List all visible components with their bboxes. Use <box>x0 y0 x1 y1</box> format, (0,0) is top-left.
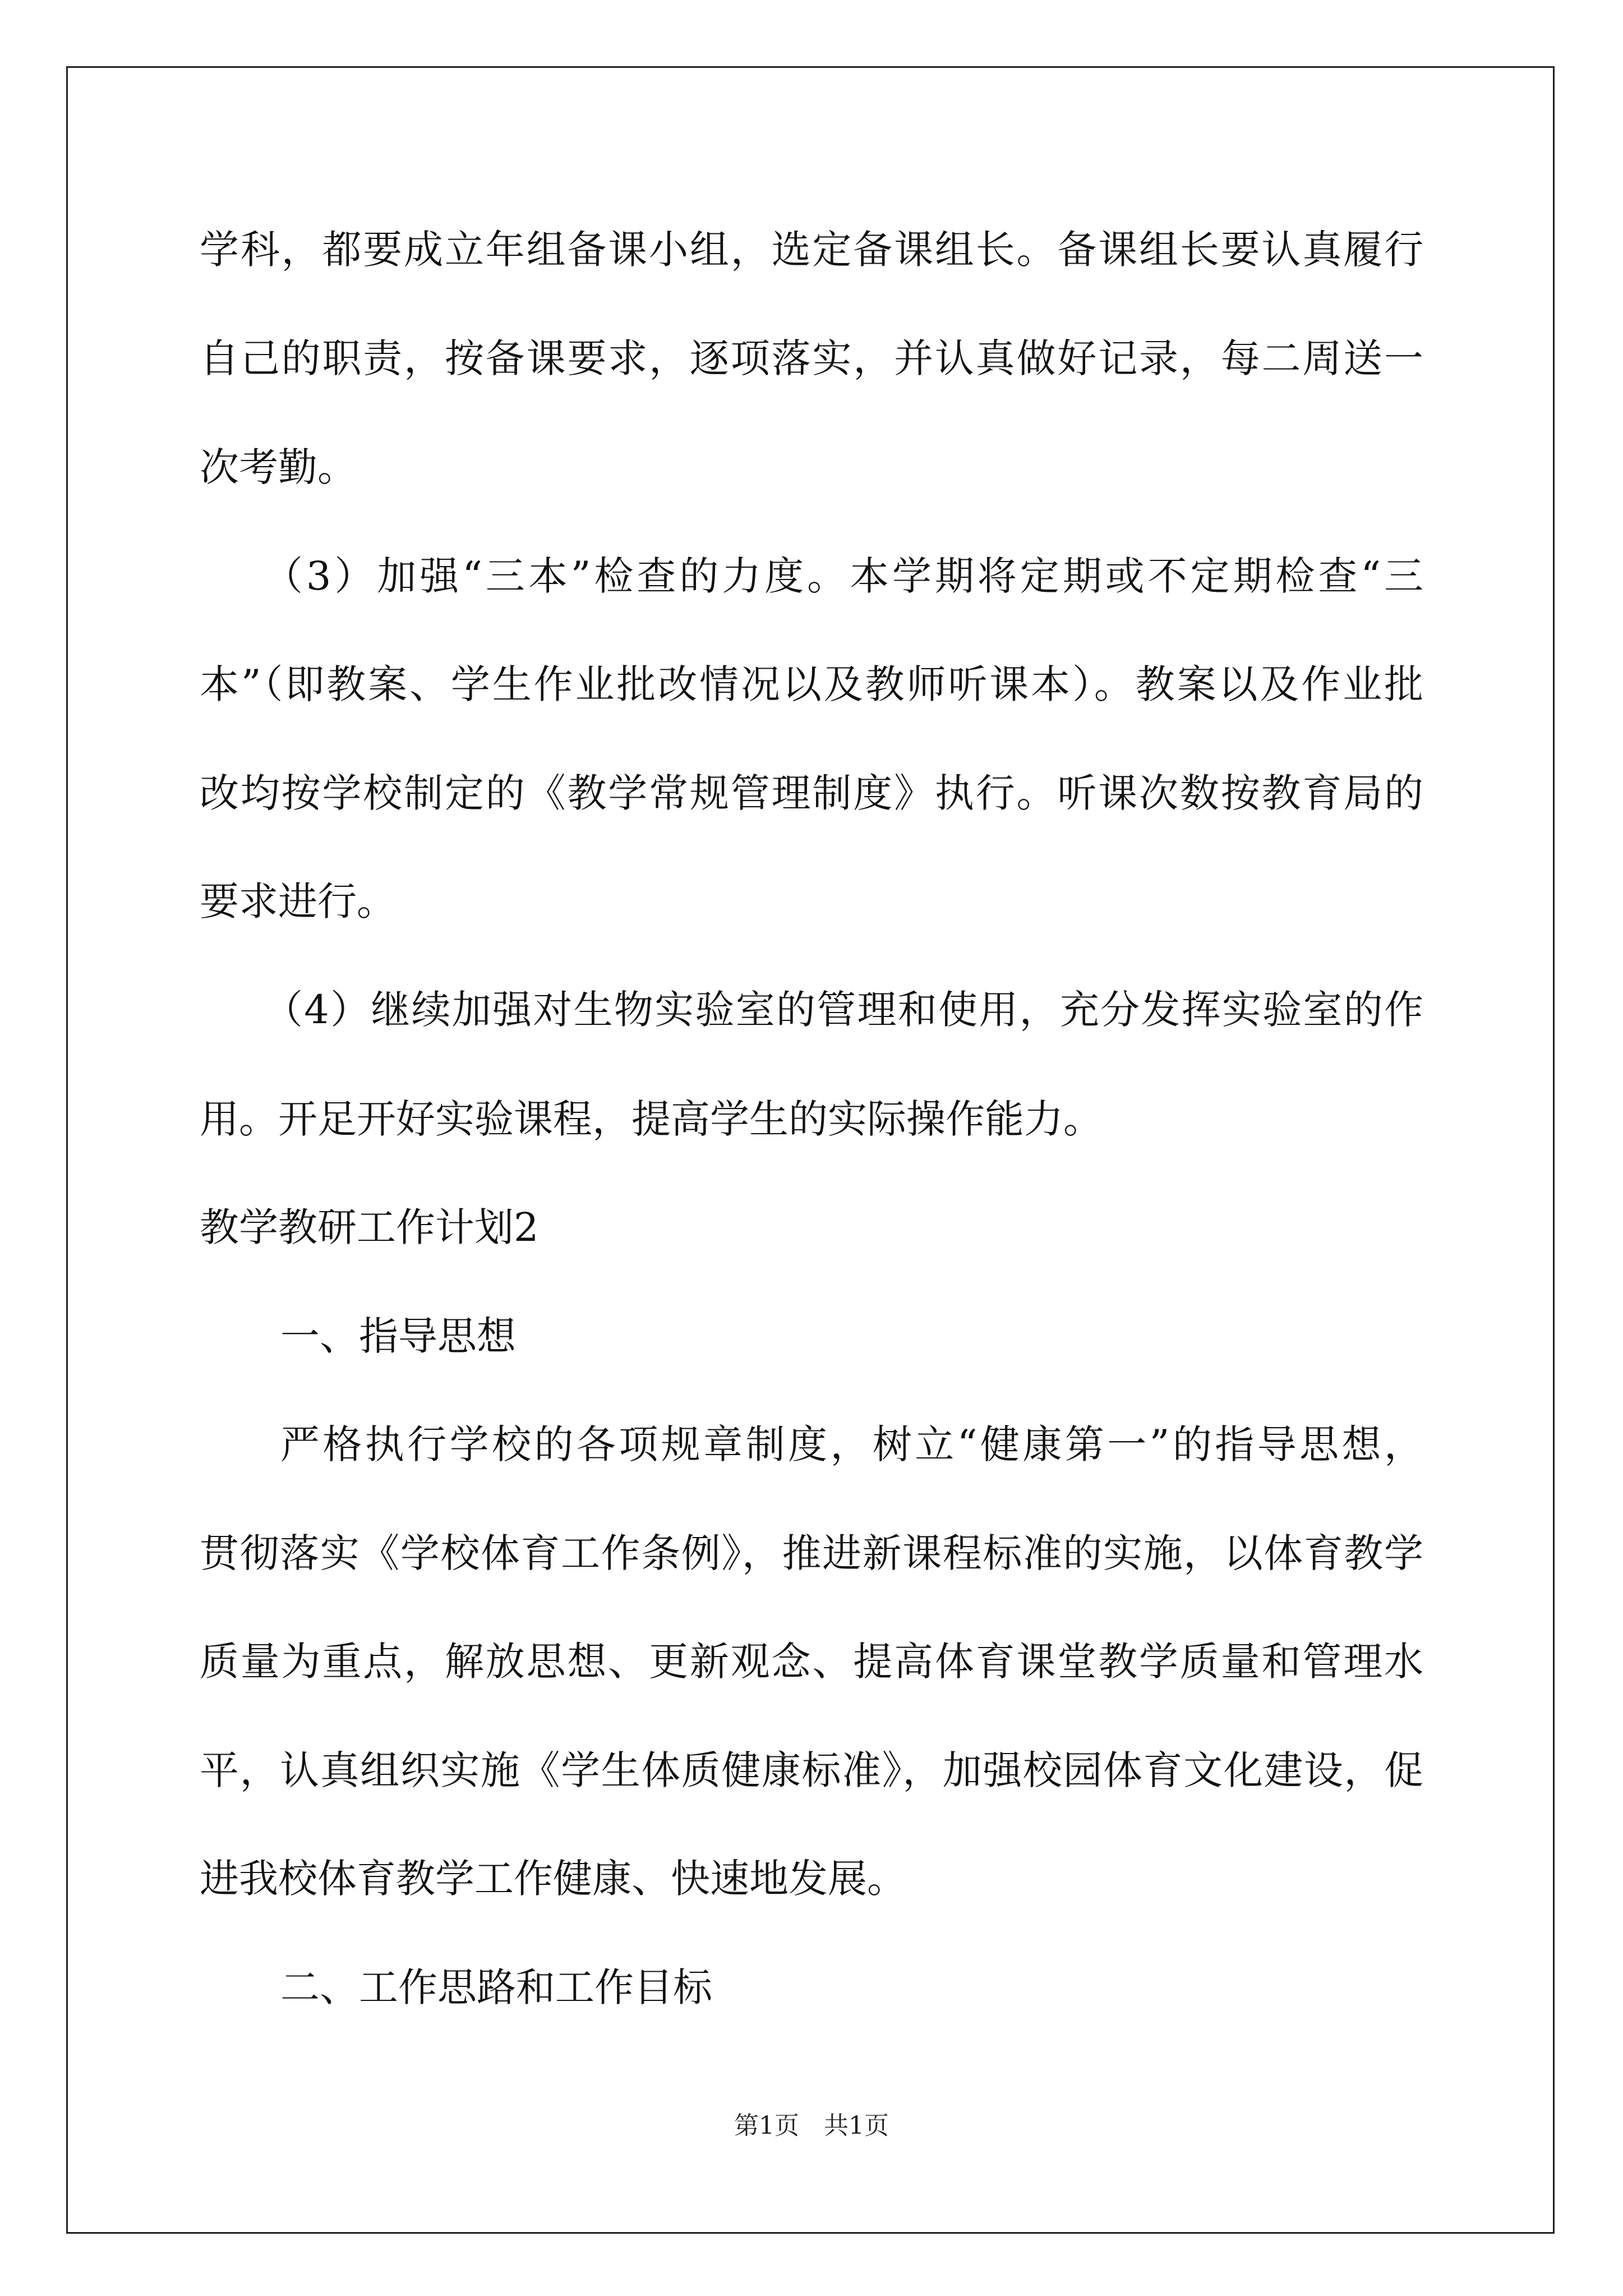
text-line: 进我校体育教学工作健康、快速地发展。 <box>200 1856 906 1902</box>
text-line: 次考勤。 <box>200 444 357 490</box>
text-line: 改均按学校制定的《教学常规管理制度》执行。听课次数按教育局的 <box>200 770 1423 816</box>
text-line: （4）继续加强对生物实验室的管理和使用，充分发挥实验室的作 <box>264 987 1423 1033</box>
page-footer: 第1页 共1页 <box>734 2111 889 2140</box>
text-line: 用。开足开好实验课程，提高学生的实际操作能力。 <box>200 1096 1103 1142</box>
text-line: 质量为重点，解放思想、更新观念、提高体育课堂教学质量和管理水 <box>200 1639 1423 1685</box>
text-line: （3）加强“三本”检查的力度。本学期将定期或不定期检查“三 <box>264 553 1423 599</box>
page-border <box>66 66 1555 2234</box>
section-title: 教学教研工作计划2 <box>200 1204 539 1250</box>
section-heading: 二、工作思路和工作目标 <box>280 1964 712 2010</box>
text-line: 要求进行。 <box>200 878 396 924</box>
text-line: 平，认真组织实施《学生体质健康标准》，加强校园体育文化建设，促 <box>200 1747 1423 1793</box>
text-line: 学科，都要成立年组备课小组，选定备课组长。备课组长要认真履行 <box>200 227 1423 273</box>
text-line: 本”（即教案、学生作业批改情况以及教师听课本）。教案以及作业批 <box>200 661 1423 707</box>
text-line: 贯彻落实《学校体育工作条例》，推进新课程标准的实施，以体育教学 <box>200 1530 1423 1576</box>
text-line: 严格执行学校的各项规章制度，树立“健康第一”的指导思想， <box>280 1421 1423 1467</box>
text-line: 自己的职责，按备课要求，逐项落实，并认真做好记录，每二周送一 <box>200 335 1423 381</box>
section-heading: 一、指导思想 <box>280 1313 516 1359</box>
